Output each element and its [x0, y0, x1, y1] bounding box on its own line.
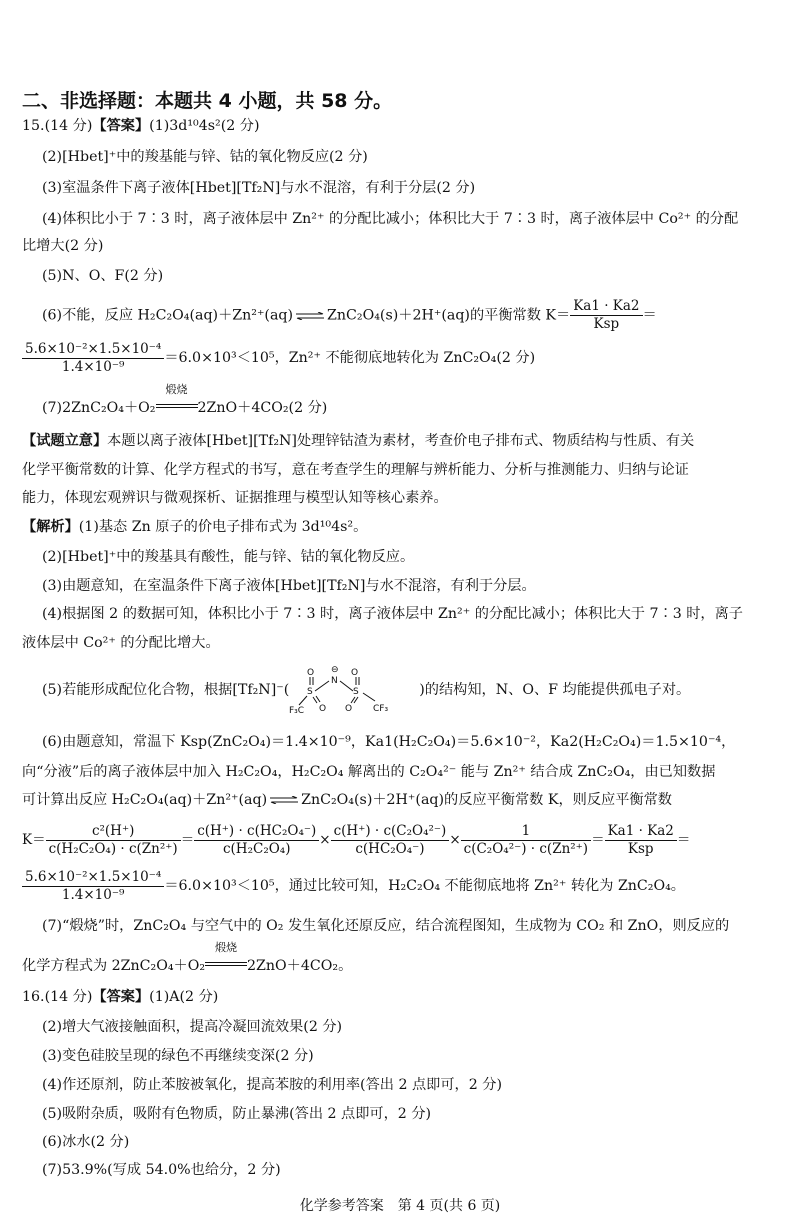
q16-answer-tag: 【答案】: [92, 989, 150, 1005]
svg-text:S: S: [307, 687, 313, 697]
k-fraction-1: [46, 823, 181, 858]
analysis-6-tail: ＝6.0×10³＜10⁵，通过比较可知，H₂C₂O₄ 不能彻底地将 Zn²⁺ 转化为 ZnC₂O₄。: [164, 878, 685, 894]
q15-k-numerator: Ka1 · Ka2: [570, 298, 642, 316]
intent-line-2: 化学平衡常数的计算、化学方程式的书写，意在考查学生的理解与辨析能力、分析与推测能力、归纳与论证: [22, 462, 689, 478]
q15-a6-tail: ＝6.0×10³＜10⁵，Zn²⁺ 不能彻底地转化为 ZnC₂O₄(2 分): [164, 350, 536, 366]
q15-a7: [42, 383, 782, 418]
op-eq: ＝: [676, 832, 691, 848]
analysis-calc-numerator: 5.6×10⁻²×1.5×10⁻⁴: [22, 869, 164, 887]
op-times: ×: [449, 832, 461, 848]
condition-label: 煅烧: [215, 941, 238, 954]
equilibrium-arrow-icon: [293, 312, 327, 320]
analysis-6-line-3-post: ZnC₂O₄(s)＋2H⁺(aq)的反应平衡常数 K，则反应平衡常数: [301, 792, 672, 808]
k-f1-num: c²(H⁺): [46, 823, 181, 841]
q16-a4: (4)作还原剂，防止苯胺被氧化，提高苯胺的利用率(答出 2 点即可，2 分): [42, 1077, 503, 1093]
q15-a3: (3)室温条件下离子液体[Hbet][Tf₂N]与水不混溶，有利于分层(2 分): [42, 180, 476, 196]
k-f5-num: Ka1 · Ka2: [605, 823, 677, 841]
q15-a4-line-2: 比增大(2 分): [22, 238, 104, 254]
q15-k-denominator: Ksp: [593, 316, 620, 332]
q15-a1: (1)3d¹⁰4s²(2 分): [149, 118, 260, 134]
k-f2-den: c(H₂C₂O₄): [222, 841, 291, 857]
op-times: ×: [319, 832, 331, 848]
q15-a6-line-1: [42, 298, 782, 332]
intent-line-3: 能力，体现宏观辨识与微观探析、证据推理与模型认知等核心素养。: [22, 490, 448, 506]
analysis-6-calc-line: [22, 868, 782, 904]
k-fraction-3: [331, 823, 450, 858]
q16-a7: (7)53.9%(写成 54.0%也给分，2 分): [42, 1162, 281, 1178]
analysis-4-line-1: (4)根据图 2 的数据可知，体积比小于 7∶3 时，离子液体层中 Zn²⁺ 的分配比减小；体积比大于 7∶3 时，离子: [42, 606, 743, 622]
op-eq: ＝: [591, 832, 605, 848]
condition-label: 煅烧: [165, 383, 188, 396]
analysis-5-pre: (5)若能形成配位化合物，根据[Tf₂N]⁻(: [42, 682, 290, 698]
k-f2-num: c(H⁺) · c(HC₂O₄⁻): [194, 823, 319, 841]
q15-a6-eq: ＝: [642, 307, 657, 324]
q16-a6: (6)冰水(2 分): [42, 1134, 130, 1150]
k-f3-num: c(H⁺) · c(C₂O₄²⁻): [331, 823, 450, 841]
tf2n-structure-icon: [289, 663, 419, 717]
q15-a6-mid: ZnC₂O₄(s)＋2H⁺(aq)的平衡常数 K＝: [327, 307, 571, 324]
svg-text:S: S: [353, 687, 359, 697]
k-fraction-5: [605, 823, 677, 858]
analysis-6-line-1: (6)由题意知，常温下 Ksp(ZnC₂O₄)＝1.4×10⁻⁹，Ka1(H₂C₂O₄)＝5.6×10⁻²，Ka2(H₂C₂O₄)＝1.5×10⁻⁴，: [42, 734, 736, 750]
q16-a1: (1)A(2 分): [149, 989, 219, 1005]
q15-a4-line-1: (4)体积比小于 7∶3 时，离子液体层中 Zn²⁺ 的分配比减小；体积比大于 7∶3 时，离子液体层中 Co²⁺ 的分配: [42, 211, 739, 227]
intent-line-1: [22, 431, 782, 451]
analysis-7-post: 2ZnO＋4CO₂。: [247, 958, 353, 974]
k-fraction-2: [194, 823, 319, 858]
analysis-5-post: )的结构知，N、O、F 均能提供孤电子对。: [419, 682, 691, 698]
analysis-7-pre: 化学方程式为 2ZnC₂O₄＋O₂: [22, 958, 206, 974]
q15-a5: (5)N、O、F(2 分): [42, 268, 164, 284]
q16-answer-line-1: [22, 987, 782, 1007]
q15-a7-post: 2ZnO＋4CO₂(2 分): [197, 400, 328, 416]
k-f4-den: c(C₂O₄²⁻) · c(Zn²⁺): [463, 841, 589, 857]
analysis-tag: 【解析】: [22, 519, 79, 535]
q16-a2: (2)增大气液接触面积，提高冷凝回流效果(2 分): [42, 1019, 343, 1035]
q16-head: 16.(14 分): [22, 989, 93, 1005]
q15-calc-fraction: [22, 341, 164, 376]
analysis-6-line-3-pre: 可计算出反应 H₂C₂O₄(aq)＋Zn²⁺(aq): [22, 792, 268, 808]
q15-calc-denominator: 1.4×10⁻⁹: [61, 358, 125, 375]
k-f3-den: c(HC₂O₄⁻): [355, 841, 425, 857]
svg-text:O: O: [319, 704, 327, 714]
q16-a3: (3)变色硅胶呈现的绿色不再继续变深(2 分): [42, 1048, 314, 1064]
q15-a6-line-2: [22, 340, 782, 376]
analysis-5: [42, 662, 782, 718]
k-lead: K＝: [22, 832, 46, 848]
analysis-2: (2)[Hbet]⁺中的羧基具有酸性，能与锌、钴的氧化物反应。: [42, 549, 415, 565]
svg-text:CF₃: CF₃: [373, 704, 389, 714]
analysis-line-1: [22, 517, 782, 537]
q15-answer-tag: 【答案】: [92, 118, 150, 134]
analysis-1: (1)基态 Zn 原子的价电子排布式为 3d¹⁰4s²。: [78, 519, 368, 535]
equilibrium-arrow-icon: [267, 796, 301, 804]
analysis-calc-fraction: [22, 869, 164, 904]
q16-a5: (5)吸附杂质，吸附有色物质，防止暴沸(答出 2 点即可，2 分): [42, 1106, 432, 1122]
svg-text:F₃C: F₃C: [289, 706, 305, 716]
reaction-condition-arrow: [205, 941, 247, 970]
k-f1-den: c(H₂C₂O₄) · c(Zn²⁺): [48, 841, 178, 857]
analysis-4-line-2: 液体层中 Co²⁺ 的分配比增大。: [22, 635, 220, 651]
svg-text:O: O: [345, 704, 353, 714]
q15-k-fraction: [570, 298, 642, 333]
q15-head: 15.(14 分): [22, 118, 93, 134]
reaction-condition-arrow: [156, 383, 198, 412]
k-f5-den: Ksp: [627, 841, 654, 857]
intent-tag: 【试题立意】: [22, 433, 108, 449]
analysis-7-line-2: [22, 941, 782, 976]
svg-text:N: N: [331, 676, 338, 686]
analysis-3: (3)由题意知，在室温条件下离子液体[Hbet][Tf₂N]与水不混溶，有利于分层。: [42, 578, 536, 594]
op-eq: ＝: [180, 832, 195, 848]
q15-a2: (2)[Hbet]⁺中的羧基能与锌、钴的氧化物反应(2 分): [42, 149, 368, 165]
k-f4-num: 1: [461, 823, 591, 841]
section-title: 二、非选择题：本题共 4 小题，共 58 分。: [22, 90, 393, 112]
q15-a7-pre: (7)2ZnC₂O₄＋O₂: [42, 400, 156, 416]
svg-text:⊖: ⊖: [331, 665, 339, 675]
svg-text:O: O: [307, 668, 315, 678]
analysis-6-line-2: 向“分液”后的离子液体层中加入 H₂C₂O₄，H₂C₂O₄ 解离出的 C₂O₄²⁻ 能与 Zn²⁺ 结合成 ZnC₂O₄，由已知数据: [22, 764, 716, 780]
q15-answer-line-1: [22, 116, 782, 136]
analysis-6-line-3: [22, 790, 782, 810]
k-fraction-4: [461, 823, 591, 858]
analysis-calc-denominator: 1.4×10⁻⁹: [61, 886, 125, 903]
intent-text-1: 本题以离子液体[Hbet][Tf₂N]处理锌钴渣为素材，考查价电子排布式、物质结构与性质、有关: [107, 433, 695, 449]
k-derivation-line: [22, 818, 782, 862]
page-footer: 化学参考答案 第 4 页(共 6 页): [299, 1198, 501, 1214]
q15-calc-numerator: 5.6×10⁻²×1.5×10⁻⁴: [22, 341, 164, 359]
q15-a6-pre: (6)不能，反应 H₂C₂O₄(aq)＋Zn²⁺(aq): [42, 307, 294, 324]
svg-text:O: O: [351, 668, 359, 678]
analysis-7-line-1: (7)“煅烧”时，ZnC₂O₄ 与空气中的 O₂ 发生氧化还原反应，结合流程图知，生成物为 CO₂ 和 ZnO，则反应的: [42, 918, 730, 934]
